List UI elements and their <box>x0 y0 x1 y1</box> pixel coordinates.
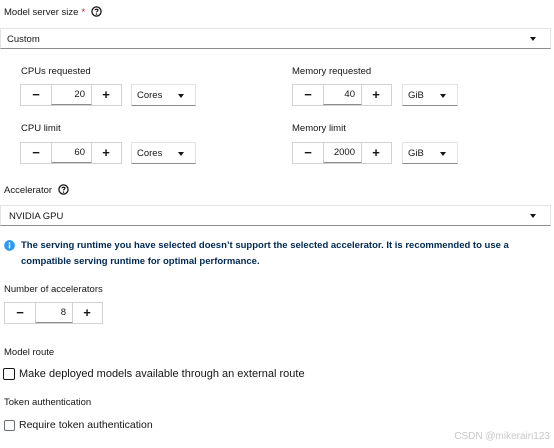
watermark: CSDN @mikerain123 <box>454 431 550 442</box>
memory-requested-minus-button[interactable]: − <box>304 87 312 102</box>
num-accelerators-plus-button[interactable]: + <box>83 305 91 320</box>
memory-requested-plus-button[interactable]: + <box>372 87 380 102</box>
memory-limit-stepper <box>292 142 392 164</box>
cpu-limit-unit-select[interactable] <box>131 142 196 164</box>
memory-limit-plus-button[interactable]: + <box>372 145 380 160</box>
cpus-requested-label: CPUs requested <box>21 66 91 77</box>
accelerator-label-row <box>4 184 69 198</box>
model-route-checkbox[interactable] <box>3 368 15 380</box>
alert-line-1: The serving runtime you have selected doesn’t support the selected accelerator. It is recommended to use a <box>21 240 509 251</box>
model-server-size-label-row <box>4 6 102 20</box>
accelerator-compatibility-alert <box>21 238 549 270</box>
model-server-size-select[interactable] <box>0 28 551 49</box>
memory-limit-minus-button[interactable]: − <box>304 145 312 160</box>
num-accelerators-minus-button[interactable]: − <box>16 305 24 320</box>
token-auth-checkbox[interactable] <box>4 420 15 431</box>
caret-down-icon <box>440 94 446 98</box>
alert-line-2: compatible serving runtime for optimal performance. <box>21 256 260 267</box>
memory-requested-unit: GiB <box>408 90 424 101</box>
cpu-limit-stepper <box>20 142 122 164</box>
cpus-requested-stepper <box>20 84 122 106</box>
caret-down-icon <box>178 94 184 98</box>
cpu-limit-label: CPU limit <box>21 123 61 134</box>
memory-limit-input[interactable]: 2000 <box>323 143 362 163</box>
memory-requested-unit-select[interactable] <box>402 84 458 106</box>
caret-down-icon <box>530 214 536 218</box>
help-icon[interactable] <box>58 184 69 198</box>
token-auth-label: Token authentication <box>4 397 92 408</box>
help-icon[interactable] <box>91 6 102 20</box>
model-server-size-label: Model server size <box>4 7 79 18</box>
required-mark: * <box>81 7 86 18</box>
cpus-requested-input[interactable]: 20 <box>51 85 92 105</box>
num-accelerators-input[interactable]: 8 <box>35 303 73 323</box>
memory-requested-input[interactable]: 40 <box>323 85 362 105</box>
cpus-requested-unit-select[interactable] <box>131 84 196 106</box>
memory-requested-label: Memory requested <box>292 66 372 77</box>
accelerator-value: NVIDIA GPU <box>9 211 64 222</box>
cpu-limit-unit: Cores <box>137 148 163 159</box>
cpu-limit-plus-button[interactable]: + <box>102 145 110 160</box>
memory-limit-unit: GiB <box>408 148 424 159</box>
cpu-limit-minus-button[interactable]: − <box>32 145 40 160</box>
info-circle-icon <box>4 240 15 254</box>
caret-down-icon <box>530 37 536 41</box>
accelerator-label: Accelerator <box>4 185 53 196</box>
memory-limit-label: Memory limit <box>292 123 346 134</box>
accelerator-select[interactable] <box>0 205 551 226</box>
token-auth-checkbox-label[interactable]: Require token authentication <box>19 419 153 431</box>
num-accelerators-label: Number of accelerators <box>4 284 103 295</box>
model-route-checkbox-label[interactable]: Make deployed models available through an external route <box>19 368 305 380</box>
cpus-requested-plus-button[interactable]: + <box>102 87 110 102</box>
cpus-requested-unit: Cores <box>137 90 163 101</box>
caret-down-icon <box>178 152 184 156</box>
memory-requested-stepper <box>292 84 392 106</box>
model-server-size-value: Custom <box>7 34 40 45</box>
cpu-limit-input[interactable]: 60 <box>51 143 92 163</box>
memory-limit-unit-select[interactable] <box>402 142 458 164</box>
cpus-requested-minus-button[interactable]: − <box>32 87 40 102</box>
model-route-label: Model route <box>4 347 55 358</box>
caret-down-icon <box>440 152 446 156</box>
num-accelerators-stepper <box>4 302 103 324</box>
